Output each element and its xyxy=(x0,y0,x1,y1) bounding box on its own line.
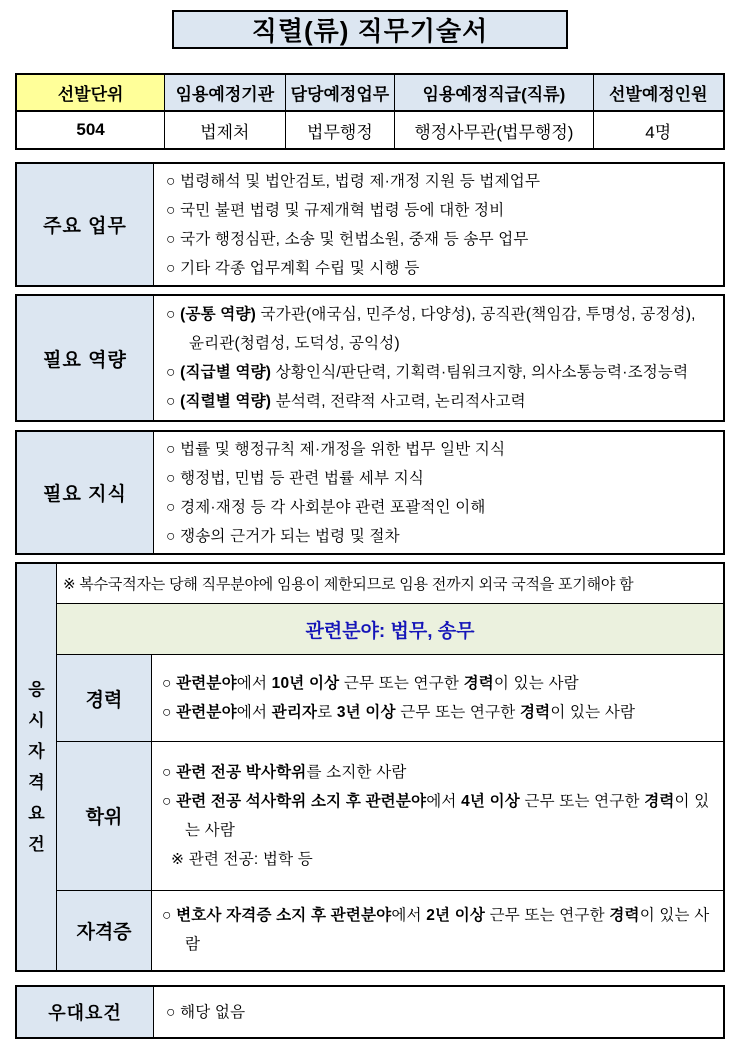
text-line: ○ 해당 없음 xyxy=(166,1003,246,1021)
eligibility-main xyxy=(57,564,723,970)
section-required-knowledge xyxy=(15,430,725,555)
text-line: ○ 변호사 자격증 소지 후 관련분야에서 2년 이상 근무 또는 연구한 경력이 있는 사람 xyxy=(162,907,710,954)
degree-items xyxy=(152,742,723,889)
dual-nationality-note: ※ 복수국적자는 당해 직무분야에 임용이 제한되므로 임용 전까지 외국 국적을 포기해야 함 xyxy=(57,564,723,604)
required-knowledge-label: 필요 지식 xyxy=(17,432,154,553)
text-line: ○ 국가 행정심판, 소송 및 헌법소원, 중재 등 송무 업무 xyxy=(166,230,529,248)
text-line: ○ 관련 전공 석사학위 소지 후 관련분야에서 4년 이상 근무 또는 연구한 경력이 있는 사람 xyxy=(162,792,710,839)
career-label: 경력 xyxy=(57,655,152,741)
related-field-banner: 관련분야: 법무, 송무 xyxy=(57,604,723,655)
certificate-label: 자격증 xyxy=(57,891,152,970)
eligibility-row-certificate xyxy=(57,891,723,970)
header-grade: 임용예정직급(직류) xyxy=(395,74,593,111)
degree-label: 학위 xyxy=(57,742,152,889)
section-eligibility-requirements xyxy=(15,562,725,972)
header-appointing-agency: 임용예정기관 xyxy=(165,74,285,111)
section-main-duties xyxy=(15,162,725,287)
text-line: ○ 경제·재정 등 각 사회분야 관련 포괄적인 이해 xyxy=(166,498,486,516)
text-line: ○ 법률 및 행정규칙 제·개정을 위한 법무 일반 지식 xyxy=(166,440,506,458)
eligibility-vertical-label-cell xyxy=(17,564,57,970)
main-duties-label: 주요 업무 xyxy=(17,164,154,285)
value-planned-hires: 4명 xyxy=(593,111,724,149)
text-line: ○ 기타 각종 업무계획 수립 및 시행 등 xyxy=(166,259,420,277)
header-planned-hires: 선발예정인원 xyxy=(593,74,724,111)
text-line: ※ 관련 전공: 법학 등 xyxy=(171,850,313,868)
main-duties-list xyxy=(154,164,723,285)
eligibility-row-career xyxy=(57,655,723,742)
value-selection-unit: 504 xyxy=(16,111,165,149)
text-line: ○ 쟁송의 근거가 되는 법령 및 절차 xyxy=(166,527,400,545)
section-required-competencies xyxy=(15,294,725,422)
text-line: ○ 국민 불편 법령 및 규제개혁 법령 등에 대한 정비 xyxy=(166,201,505,219)
summary-header-row xyxy=(16,74,724,111)
text-line: ○ 법령해석 및 법안검토, 법령 제·개정 지원 등 법제업무 xyxy=(166,172,541,190)
eligibility-vertical-label: 응시자격요건 xyxy=(28,680,45,854)
summary-table xyxy=(15,73,725,150)
preferred-requirements-list xyxy=(154,987,723,1037)
value-grade: 행정사무관(법무행정) xyxy=(395,111,593,149)
text-line: ○ (직급별 역량) 상황인식/판단력, 기획력·팀워크지향, 의사소통능력·조정능력 xyxy=(166,364,689,381)
text-line: ○ 관련분야에서 10년 이상 근무 또는 연구한 경력이 있는 사람 xyxy=(162,675,579,693)
value-assigned-duty: 법무행정 xyxy=(285,111,395,149)
required-competencies-label: 필요 역량 xyxy=(17,296,154,420)
summary-value-row xyxy=(16,111,724,149)
text-line: ○ 관련 전공 박사학위를 소지한 사람 xyxy=(162,763,407,781)
required-knowledge-list xyxy=(154,432,723,553)
header-selection-unit: 선발단위 xyxy=(16,74,165,111)
eligibility-row-degree xyxy=(57,742,723,890)
section-preferred-requirements xyxy=(15,985,725,1039)
preferred-requirements-label: 우대요건 xyxy=(17,987,154,1037)
certificate-items xyxy=(152,891,723,970)
required-competencies-list xyxy=(154,296,723,420)
page-title: 직렬(류) 직무기술서 xyxy=(172,10,568,49)
text-line: ○ 행정법, 민법 등 관련 법률 세부 지식 xyxy=(166,469,425,487)
text-line: ○ (직렬별 역량) 분석력, 전략적 사고력, 논리적사고력 xyxy=(166,393,526,410)
value-appointing-agency: 법제처 xyxy=(165,111,285,149)
text-line: ○ (공통 역량) 국가관(애국심, 민주성, 다양성), 공직관(책임감, 투명성, 공정성), 윤리관(청렴성, 도덕성, 공익성) xyxy=(166,306,696,352)
header-assigned-duty: 담당예정업무 xyxy=(285,74,395,111)
career-items xyxy=(152,655,723,741)
text-line: ○ 관련분야에서 관리자로 3년 이상 근무 또는 연구한 경력이 있는 사람 xyxy=(162,704,636,722)
